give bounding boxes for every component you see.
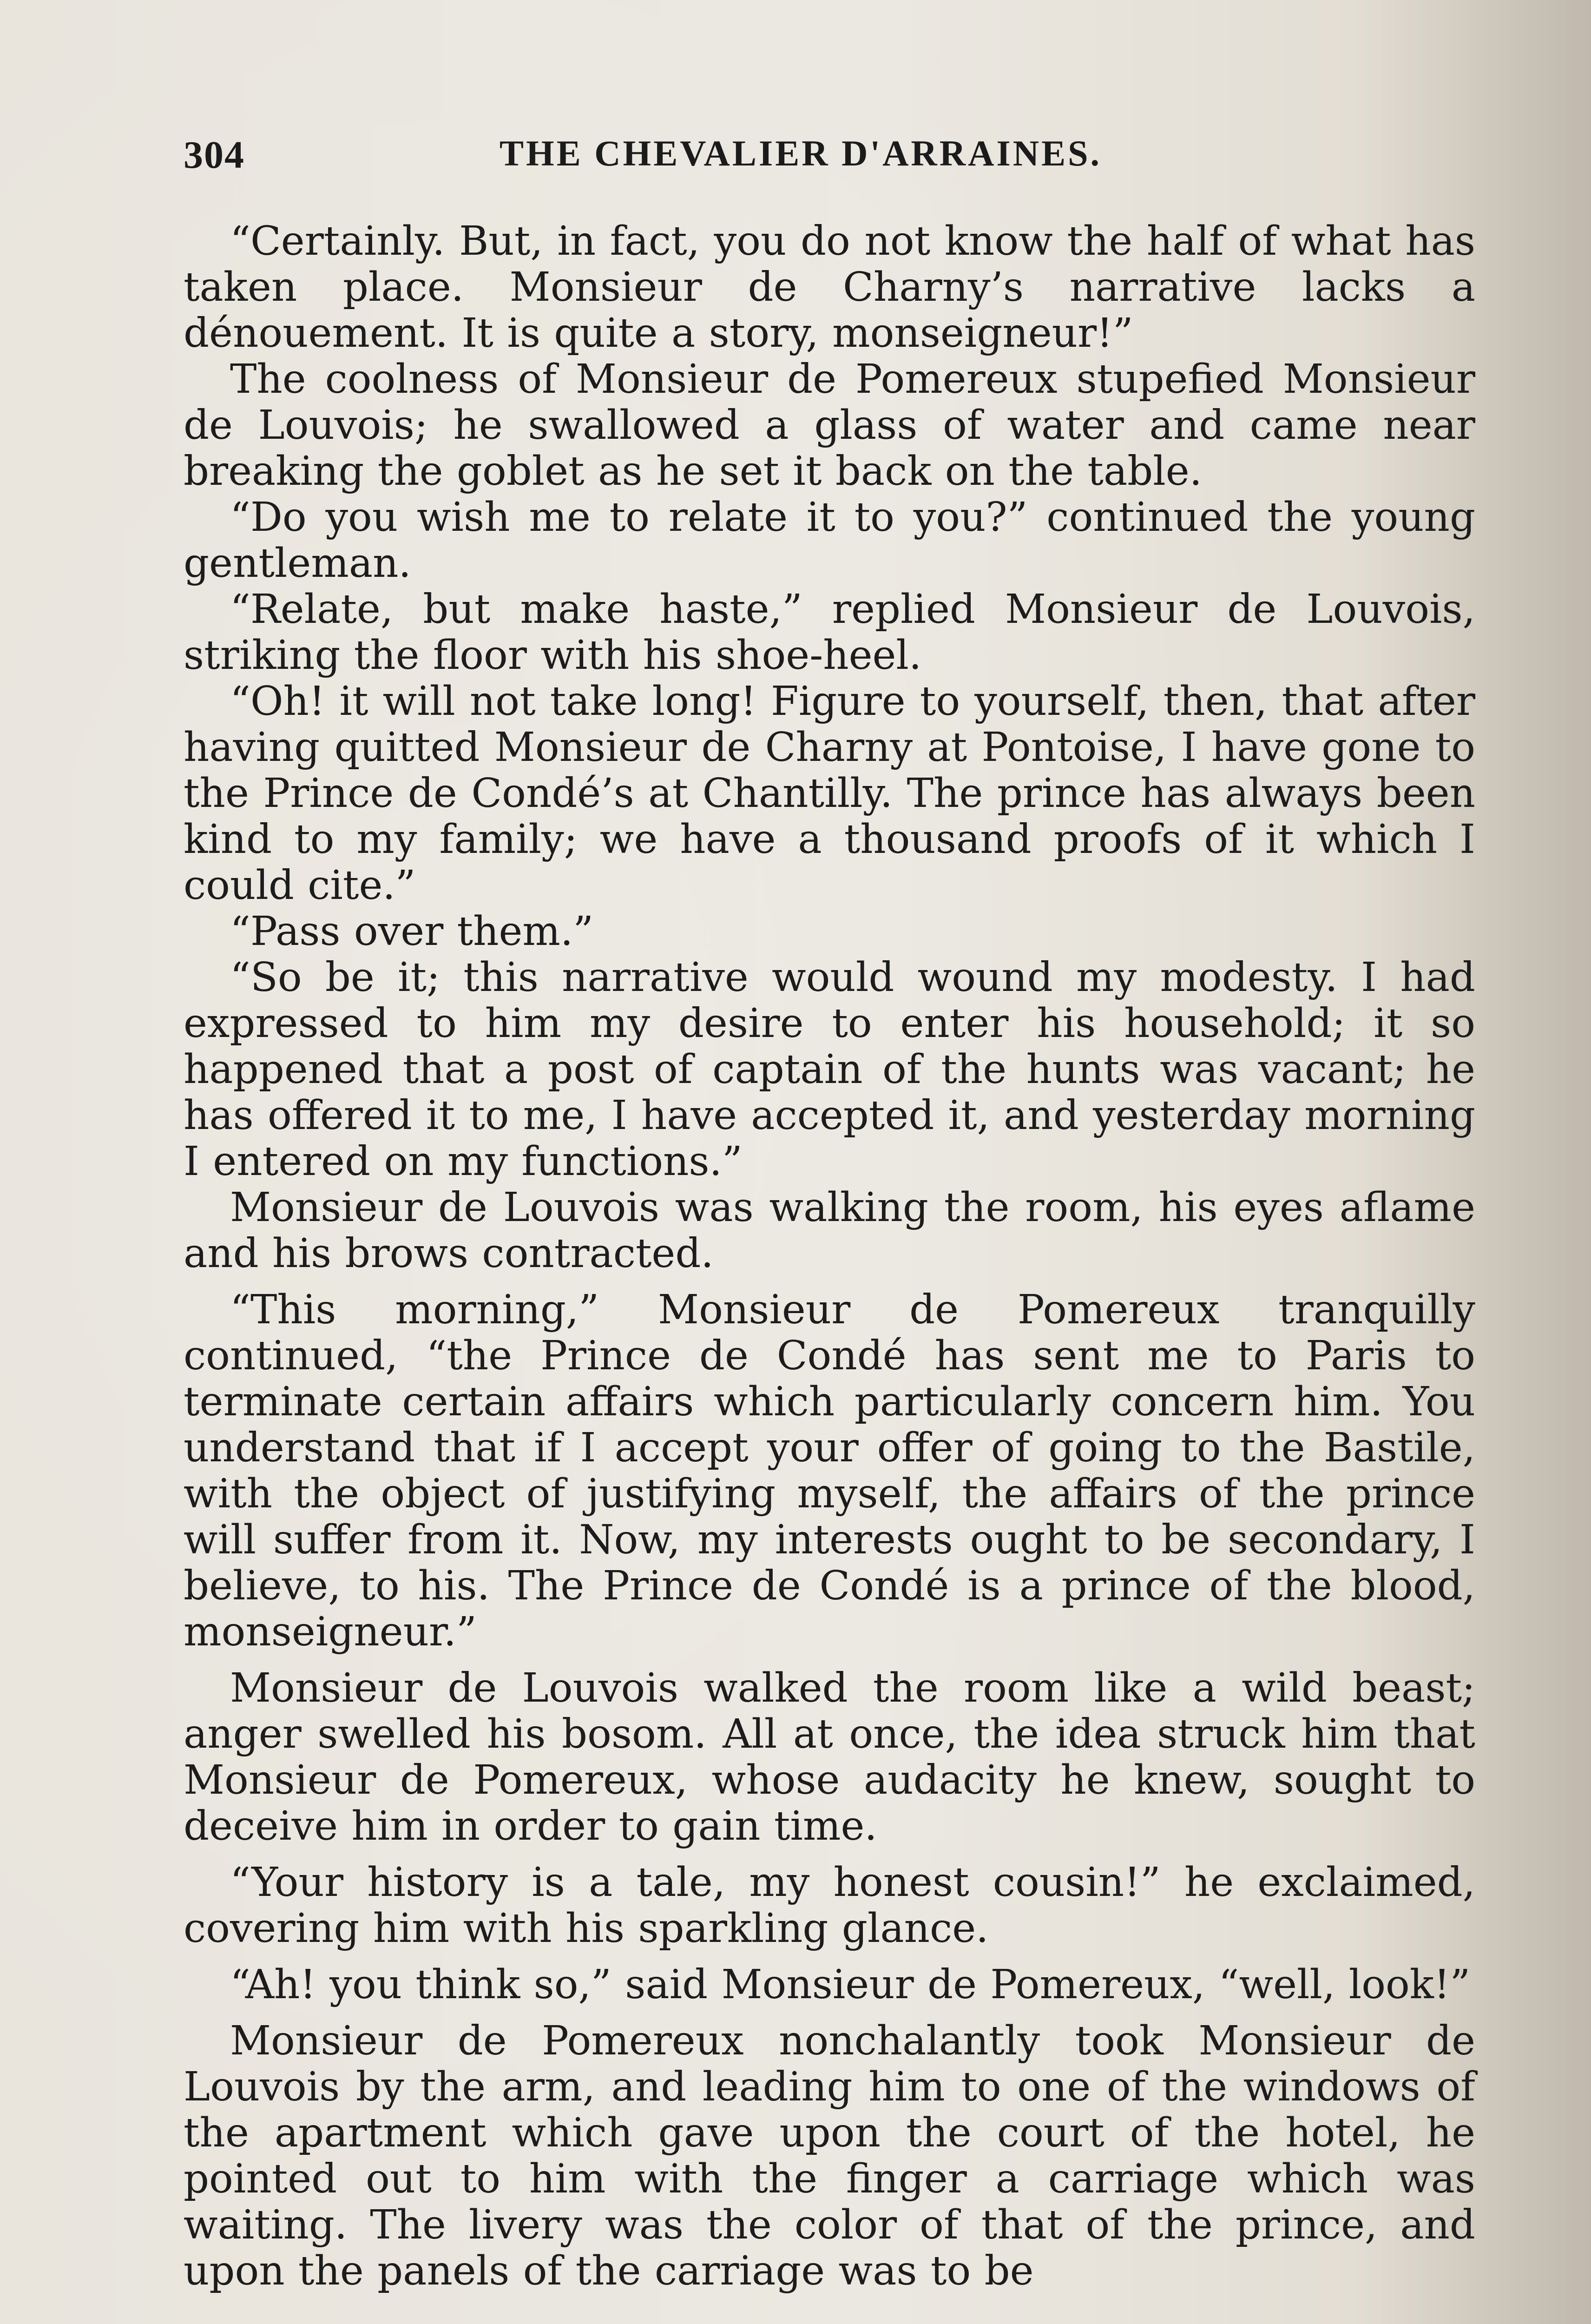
page-number: 304 (184, 133, 245, 177)
paragraph: “Pass over them.” (230, 908, 594, 955)
page-header (184, 132, 1475, 184)
paragraph: The coolness of Monsieur de Pomereux stupefied Monsieur de Louvois; he swallowed a glass of water and came near breaking the goblet as he set it back on the table. (184, 356, 1475, 495)
body-text (184, 218, 1475, 2294)
paragraph: Monsieur de Louvois was walking the room, his eyes aflame and his brows contracted. (184, 1184, 1475, 1277)
paragraph: “Relate, but make haste,” replied Monsieur de Louvois, striking the floor with his shoe-heel. (184, 586, 1475, 679)
paragraph: “Ah! you think so,” said Monsieur de Pomereux, “well, look!” (230, 1961, 1471, 2008)
paragraph: “Your history is a tale, my honest cousin!” he exclaimed, covering him with his sparkling glance. (184, 1859, 1475, 1952)
paragraph: “This morning,” Monsieur de Pomereux tranquilly continued, “the Prince de Condé has sent me to Paris to terminate certain affairs which particularly concern him. You understand that if I accept your offer of going to the Bastile, with the object of justifying myself, the affairs of the prince will suffer from it. Now, my interests ought to be secondary, I believe, to his. The Prince de Condé is a prince of the blood, monseigneur.” (184, 1287, 1475, 1655)
paragraph: “Oh! it will not take long! Figure to yourself, then, that after having quitted Monsieur de Charny at Pontoise, I have gone to the Prince de Condé’s at Chantilly. The prince has always been kind to my family; we have a thousand proofs of it which I could cite.” (184, 678, 1475, 909)
running-title: THE CHEVALIER D'ARRAINES. (500, 133, 1102, 173)
paragraph: “Do you wish me to relate it to you?” continued the young gentleman. (184, 494, 1475, 587)
paragraph: Monsieur de Pomereux nonchalantly took Monsieur de Louvois by the arm, and leading him to one of the windows of the apartment which gave upon the court of the hotel, he pointed out to him with the finger a carriage which was waiting. The livery was the color of that of the prince, and upon the panels of the carriage was to be (184, 2018, 1475, 2294)
paragraph: Monsieur de Louvois walked the room like a wild beast; anger swelled his bosom. All at once, the idea struck him that Monsieur de Pomereux, whose audacity he knew, sought to deceive him in order to gain time. (184, 1665, 1475, 1849)
paragraph: “So be it; this narrative would wound my modesty. I had expressed to him my desire to enter his household; it so happened that a post of captain of the hunts was vacant; he has offered it to me, I have accepted it, and yesterday morning I entered on my functions.” (184, 954, 1475, 1185)
paragraph: “Certainly. But, in fact, you do not know the half of what has taken place. Monsieur de Charny’s narrative lacks a dénouement. It is quite a story, monseigneur!” (184, 218, 1475, 357)
